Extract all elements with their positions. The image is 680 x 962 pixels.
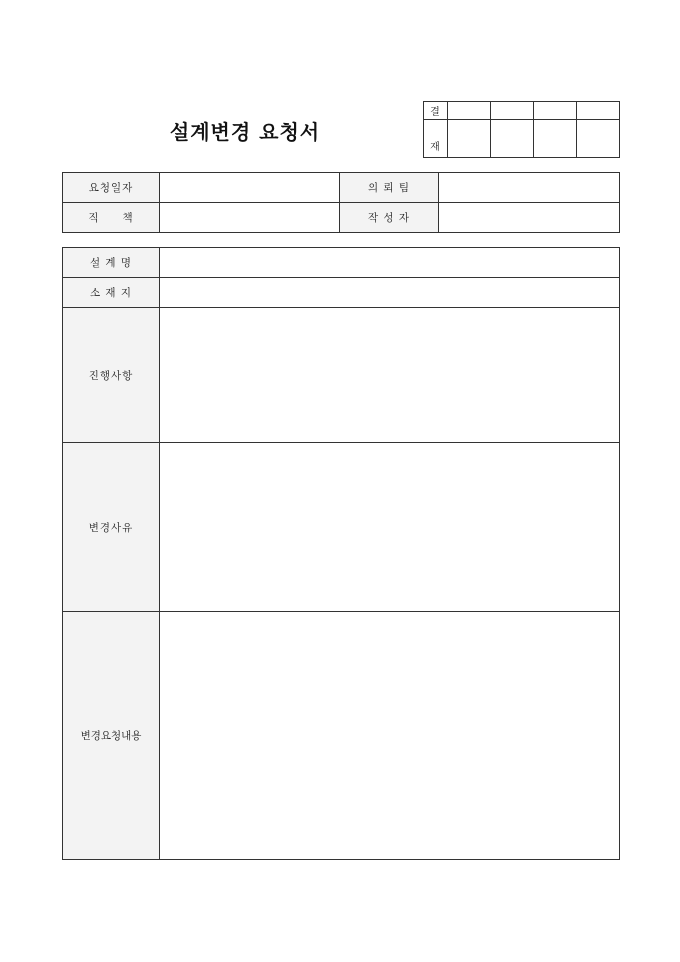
- approval-title-slot-1[interactable]: [448, 102, 491, 120]
- change-reason-field[interactable]: [160, 443, 620, 612]
- location-field[interactable]: [160, 278, 620, 308]
- approval-title-slot-2[interactable]: [491, 102, 534, 120]
- change-request-field[interactable]: [160, 612, 620, 860]
- client-team-label: 의 뢰 팀: [340, 173, 439, 203]
- approval-sign-slot-4[interactable]: [577, 120, 620, 158]
- request-date-field[interactable]: [160, 173, 340, 203]
- approval-title-slot-4[interactable]: [577, 102, 620, 120]
- change-reason-label: 변경사유: [63, 443, 160, 612]
- position-label: 직 책: [63, 203, 160, 233]
- author-label: 작 성 자: [340, 203, 439, 233]
- approval-label-top: 결: [424, 102, 448, 120]
- approval-sign-slot-2[interactable]: [491, 120, 534, 158]
- location-label: 소 재 지: [63, 278, 160, 308]
- approval-title-slot-3[interactable]: [534, 102, 577, 120]
- document-title: 설계변경 요청서: [169, 120, 321, 144]
- approval-label-bottom: 재: [424, 120, 448, 158]
- client-team-field[interactable]: [439, 173, 620, 203]
- approval-sign-slot-1[interactable]: [448, 120, 491, 158]
- author-field[interactable]: [439, 203, 620, 233]
- request-date-label: 요청일자: [63, 173, 160, 203]
- progress-label: 진행사항: [63, 308, 160, 443]
- progress-field[interactable]: [160, 308, 620, 443]
- design-name-field[interactable]: [160, 248, 620, 278]
- main-table: [62, 247, 620, 860]
- approval-sign-slot-3[interactable]: [534, 120, 577, 158]
- change-request-label: 변경요청내용: [63, 612, 160, 860]
- approval-box: [423, 101, 620, 158]
- info-table: [62, 172, 620, 233]
- position-field[interactable]: [160, 203, 340, 233]
- design-name-label: 설 계 명: [63, 248, 160, 278]
